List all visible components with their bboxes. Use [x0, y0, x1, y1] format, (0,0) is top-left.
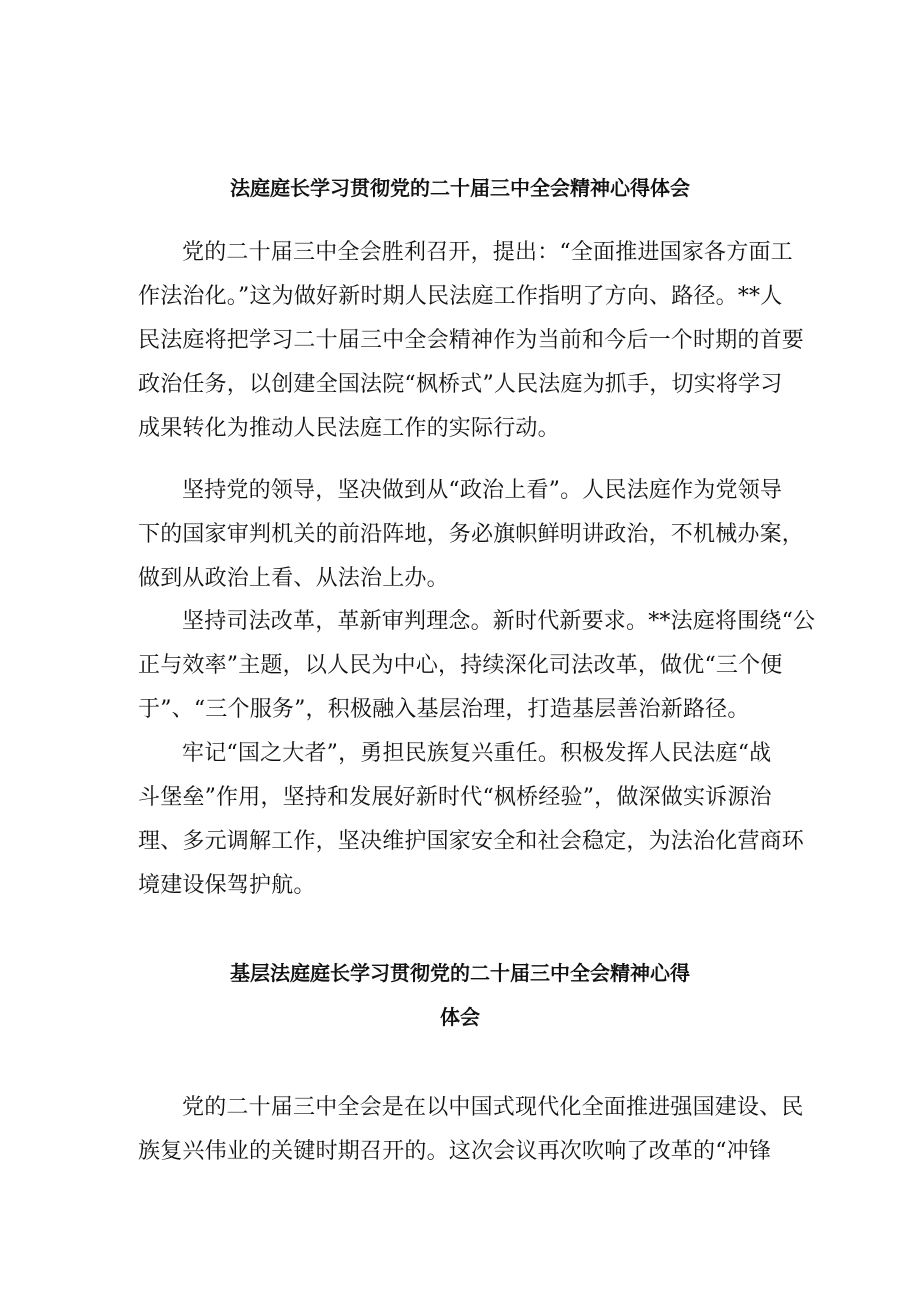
article-1-line: 于”、“三个服务”，积极融入基层治理，打造基层善治新路径。 — [138, 697, 750, 722]
article-2-line: 族复兴伟业的关键时期召开的。这次会议再次吹响了改革的“冲锋 — [138, 1139, 772, 1164]
article-1-line: 斗堡垒”作用，坚持和发展好新时代“枫桥经验”，做深做实诉源治 — [138, 785, 772, 810]
article-1-title: 法庭庭长学习贯彻党的二十届三中全会精神心得体会 — [230, 176, 690, 200]
article-2-title: 基层法庭庭长学习贯彻党的二十届三中全会精神心得 — [230, 961, 690, 985]
article-1-line: 坚持党的领导，坚决做到从“政治上看”。人民法庭作为党领导 — [182, 478, 783, 503]
article-1-line: 党的二十届三中全会胜利召开，提出：“全面推进国家各方面工 — [182, 240, 793, 265]
article-2-title-continued: 体会 — [440, 1005, 480, 1029]
article-1-line: 政治任务，以创建全国法院“枫桥式”人民法庭为抓手，切实将学习 — [138, 372, 783, 397]
article-1-line: 境建设保驾护航。 — [138, 873, 316, 898]
article-1-line: 牢记“国之大者”，勇担民族复兴重任。积极发挥人民法庭“战 — [182, 741, 772, 766]
article-2-line: 党的二十届三中全会是在以中国式现代化全面推进强国建设、民 — [182, 1095, 804, 1120]
article-1-line: 成果转化为推动人民法庭工作的实际行动。 — [138, 416, 560, 441]
article-1-line: 作法治化。”这为做好新时期人民法庭工作指明了方向、路径。**人 — [138, 284, 783, 309]
article-1-line: 正与效率”主题，以人民为中心，持续深化司法改革，做优“三个便 — [138, 653, 783, 678]
article-1-line: 下的国家审判机关的前沿阵地，务必旗帜鲜明讲政治，不机械办案， — [138, 522, 805, 547]
article-1-line: 理、多元调解工作，坚决维护国家安全和社会稳定，为法治化营商环 — [138, 829, 805, 854]
article-1-line: 做到从政治上看、从法治上办。 — [138, 566, 449, 591]
article-1-line: 坚持司法改革，革新审判理念。新时代新要求。**法庭将围绕“公 — [182, 609, 816, 634]
article-1-line: 民法庭将把学习二十届三中全会精神作为当前和今后一个时期的首要 — [138, 328, 805, 353]
